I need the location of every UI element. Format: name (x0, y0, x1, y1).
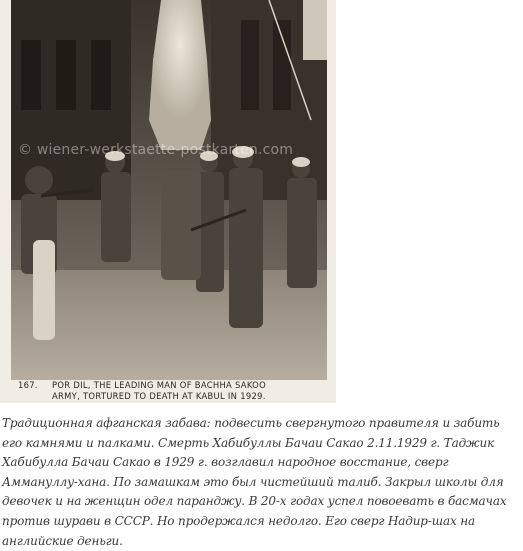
photo-caption (18, 380, 328, 402)
caption-number: 167. (18, 380, 38, 390)
image-description: Традиционная афганская забава: подвесить свергнутого правителя и забить его камнями и палками. Смерть Хабибуллы Бачаи Сакао 2.11.1929 г. Таджик Хабибулла Бачаи Сакао в 1929 г. возглавил народное восстание, сверг Аммануллу-хана. По замашкам это был чистейший талиб. Закрыл школы для девочек и на женщин одел паранджу. В 20-х годах успел повоевать в басмачах против шурави в СССР. Но продержался недолго. Его сверг Надир-шах на английские деньги. (2, 416, 507, 548)
historical-photo (11, 0, 327, 380)
photo-image (11, 0, 327, 380)
postcard (0, 0, 336, 403)
watermark-text: © wiener-werkstaette-postkarten.com (18, 142, 294, 158)
caption-line-2: ARMY, TORTURED TO DEATH AT KABUL IN 1929. (52, 391, 266, 401)
caption-line-1: POR DIL, THE LEADING MAN OF BACHHA SAKOO (52, 380, 266, 390)
